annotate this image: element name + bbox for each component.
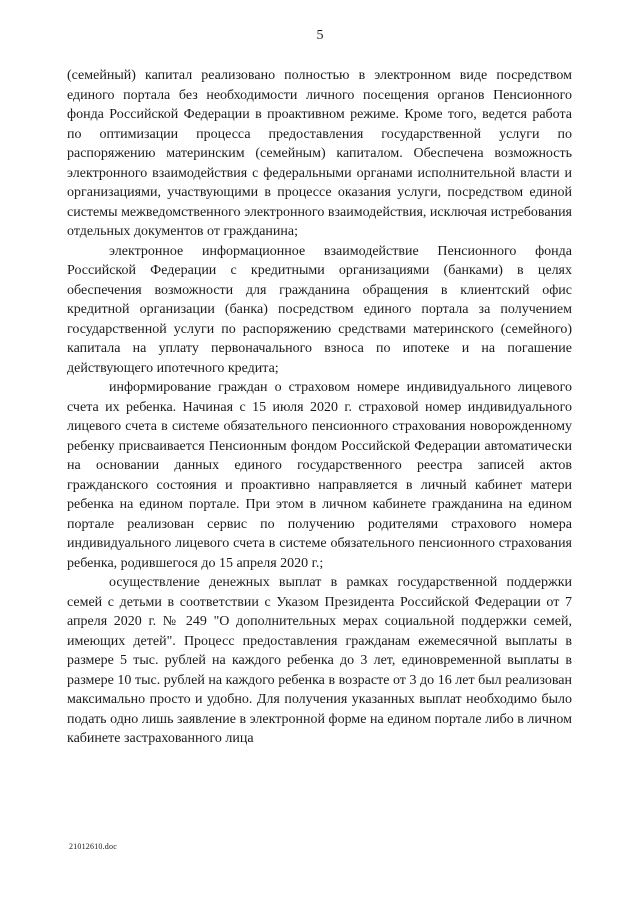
paragraph-family-payments: осуществление денежных выплат в рамках государственной поддержки семей с детьми в соответствии с Указом Президента Российской Федерации от 7 апреля 2020 г. № 249 "О дополнительных мерах социальной поддержки семей, имеющих детей". Процесс предоставления гражданам ежемесячной выплаты в размере 5 тыс. рублей на каждого ребенка до 3 лет, единовременной выплаты в размере 10 тыс. рублей на каждого ребенка в возрасте от 3 до 16 лет был реализован максимально просто и удобно. Для получения указанных выплат необходимо было подать одно лишь заявление в электронной форме на едином портале либо в личном кабинете застрахованного лица	[67, 575, 572, 746]
document-body	[67, 66, 572, 749]
paragraph-snils-informing: информирование граждан о страховом номере индивидуального лицевого счета их ребенка. Начиная с 15 июля 2020 г. страховой номер индивидуального лицевого счета в системе обязательного пенсионного страхования новорожденному ребенку присваивается Пенсионным фондом Российской Федерации автоматически на основании данных единого государственного реестра записей актов гражданского состояния и проактивно направляется в личный кабинет матери ребенка на едином портале. При этом в личном кабинете гражданина на едином портале реализован сервис по получению родителями страхового номера индивидуального лицевого счета в системе обязательного пенсионного страхования ребенка, родившегося до 15 апреля 2020 г.;	[67, 380, 572, 571]
document-code: 21012610.doc	[69, 842, 117, 851]
page-number: 5	[316, 28, 324, 43]
paragraph-continuation: (семейный) капитал реализовано полностью в электронном виде посредством единого портала без необходимости личного посещения органов Пенсионного фонда Российской Федерации в проактивном режиме. Кроме того, ведется работа по оптимизации процесса предоставления государственной услуги по распоряжению материнским (семейным) капиталом. Обеспечена возможность электронного взаимодействия с федеральными органами исполнительной власти и организациями, участвующими в процессе оказания услуги, посредством единой системы межведомственного электронного взаимодействия, исключая истребования отдельных документов от гражданина;	[67, 68, 572, 239]
paragraph-bank-interaction: электронное информационное взаимодействие Пенсионного фонда Российской Федерации с кредитными организациями (банками) в целях обеспечения возможности для гражданина обращения в клиентский офис кредитной организации (банка) посредством единого портала за получением государственной услуги по распоряжению средствами материнского (семейного) капитала на уплату первоначального взноса по ипотеке и на погашение действующего ипотечного кредита;	[67, 243, 572, 376]
